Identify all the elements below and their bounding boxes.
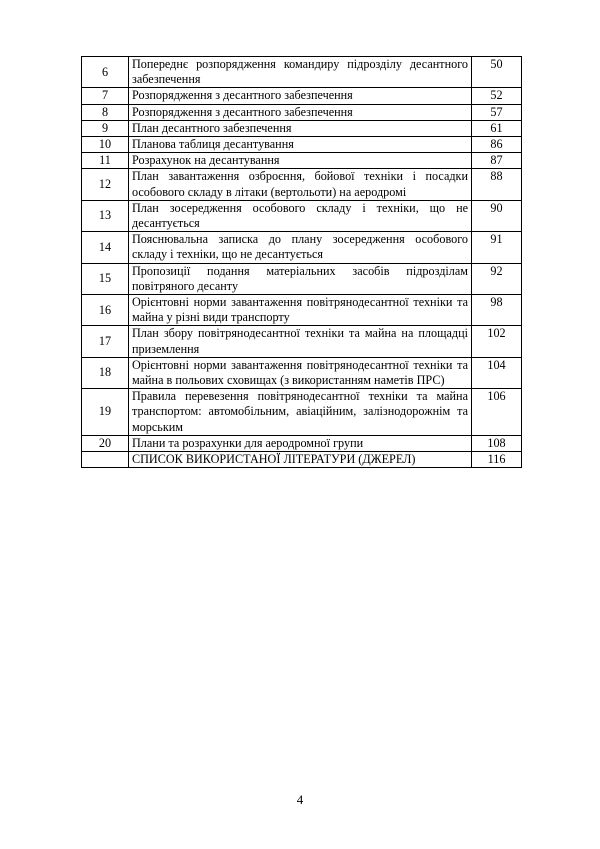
item-number: 20 — [82, 435, 129, 451]
item-number: 16 — [82, 295, 129, 326]
item-number — [82, 452, 129, 468]
contents-row — [82, 57, 522, 88]
contents-row — [82, 263, 522, 294]
contents-row — [82, 295, 522, 326]
item-title: Пояснювальна записка до плану зосередження особового складу і техніки, що не десантується — [129, 232, 472, 263]
item-number: 8 — [82, 104, 129, 120]
page-number: 4 — [296, 792, 304, 807]
contents-row — [82, 88, 522, 104]
item-page: 90 — [472, 200, 522, 231]
item-title: Попереднє розпорядження командиру підрозділу десантного забезпечення — [129, 57, 472, 88]
item-page: 106 — [472, 389, 522, 436]
item-number: 11 — [82, 153, 129, 169]
contents-row — [82, 137, 522, 153]
item-number: 10 — [82, 137, 129, 153]
contents-row — [82, 326, 522, 357]
item-title: План завантаження озброєння, бойової техніки і посадки особового складу в літаки (вертольоти) на аеродромі — [129, 169, 472, 200]
item-title: СПИСОК ВИКОРИСТАНОЇ ЛІТЕРАТУРИ (ДЖЕРЕЛ) — [129, 452, 472, 468]
item-number: 15 — [82, 263, 129, 294]
item-title: Орієнтовні норми завантаження повітрянодесантної техніки та майна в польових сховищах (з використанням наметів ПРС) — [129, 357, 472, 388]
contents-row — [82, 169, 522, 200]
contents-table — [81, 56, 522, 468]
contents-table-body — [82, 57, 522, 468]
contents-row — [82, 357, 522, 388]
item-page: 104 — [472, 357, 522, 388]
item-number: 19 — [82, 389, 129, 436]
contents-row — [82, 200, 522, 231]
item-page: 57 — [472, 104, 522, 120]
item-page: 88 — [472, 169, 522, 200]
contents-row — [82, 435, 522, 451]
item-page: 61 — [472, 120, 522, 136]
item-title: Пропозиції подання матеріальних засобів підрозділам повітряного десанту — [129, 263, 472, 294]
item-number: 18 — [82, 357, 129, 388]
item-title: План зосередження особового складу і техніки, що не десантується — [129, 200, 472, 231]
item-number: 17 — [82, 326, 129, 357]
contents-row — [82, 232, 522, 263]
item-title: Розрахунок на десантування — [129, 153, 472, 169]
item-page: 116 — [472, 452, 522, 468]
item-title: Орієнтовні норми завантаження повітрянодесантної техніки та майна у різні види транспорту — [129, 295, 472, 326]
item-title: Планова таблиця десантування — [129, 137, 472, 153]
item-page: 92 — [472, 263, 522, 294]
item-number: 13 — [82, 200, 129, 231]
item-page: 102 — [472, 326, 522, 357]
item-number: 7 — [82, 88, 129, 104]
item-page: 86 — [472, 137, 522, 153]
item-number: 14 — [82, 232, 129, 263]
item-title: План десантного забезпечення — [129, 120, 472, 136]
contents-row — [82, 104, 522, 120]
item-page: 98 — [472, 295, 522, 326]
item-page: 52 — [472, 88, 522, 104]
item-number: 9 — [82, 120, 129, 136]
item-page: 108 — [472, 435, 522, 451]
item-title: Плани та розрахунки для аеродромної групи — [129, 435, 472, 451]
contents-row — [82, 120, 522, 136]
item-title: Розпорядження з десантного забезпечення — [129, 104, 472, 120]
item-title: План збору повітрянодесантної техніки та майна на площадці приземлення — [129, 326, 472, 357]
contents-row — [82, 389, 522, 436]
item-page: 50 — [472, 57, 522, 88]
item-page: 91 — [472, 232, 522, 263]
contents-row — [82, 153, 522, 169]
item-number: 6 — [82, 57, 129, 88]
item-title: Правила перевезення повітрянодесантної техніки та майна транспортом: автомобільним, авіаційним, залізнодорожнім та морським — [129, 389, 472, 436]
contents-row — [82, 452, 522, 468]
item-number: 12 — [82, 169, 129, 200]
item-title: Розпорядження з десантного забезпечення — [129, 88, 472, 104]
item-page: 87 — [472, 153, 522, 169]
